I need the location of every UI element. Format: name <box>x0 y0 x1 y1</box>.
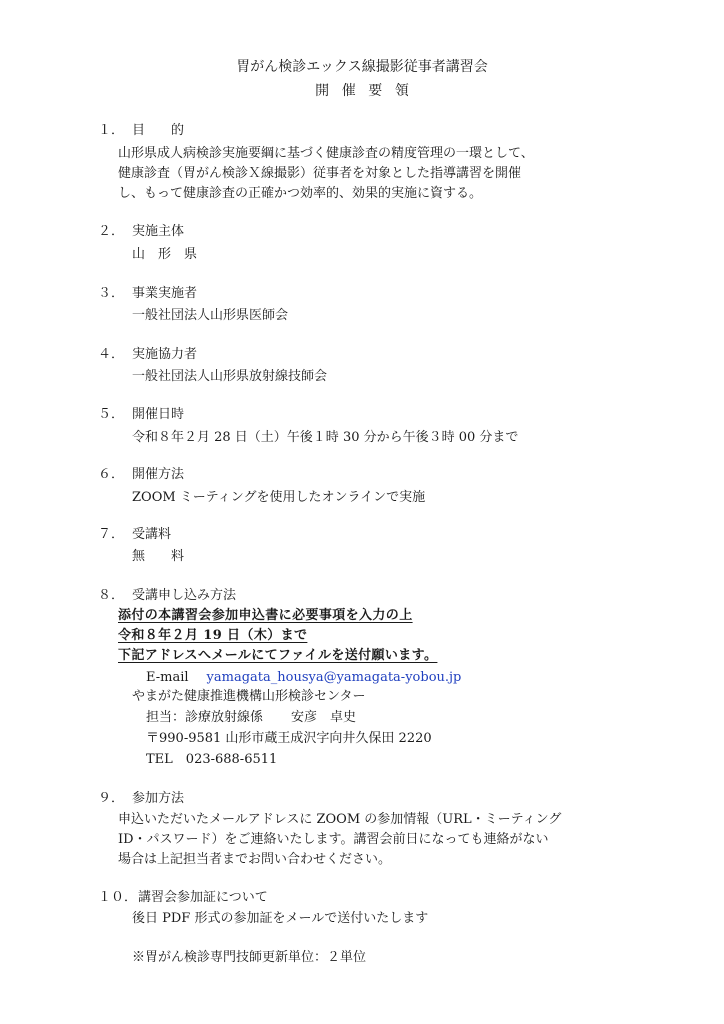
center-name: やまがた健康推進機構山形検診センター <box>132 689 366 704</box>
section-number: ８． <box>98 588 125 603</box>
fee-value: 無 料 <box>132 549 185 564</box>
section-certificate-heading <box>98 891 268 904</box>
email-row <box>146 671 461 684</box>
section-organizer-heading <box>98 225 184 238</box>
purpose-line: 健康診査（胃がん検診Ｘ線撮影）従事者を対象とした指導講習を開催 <box>118 166 522 181</box>
section-title: 実施協力者 <box>132 347 198 362</box>
section-title: 講習会参加証について <box>138 890 268 905</box>
section-title: 受講料 <box>132 527 172 542</box>
section-fee-heading <box>98 528 171 541</box>
email-label: E-mail <box>146 670 189 685</box>
email-address-link[interactable]: yamagata_housya@yamagata-yobou.jp <box>206 670 462 685</box>
section-number: １０． <box>98 890 138 905</box>
contact-name: 安彦 卓史 <box>291 710 357 725</box>
participation-line: 申込いただいたメールアドレスに ZOOM の参加情報（URL・ミーティング <box>118 812 562 827</box>
participation-line: 場合は上記担当者までお問い合わせください。 <box>118 852 392 867</box>
section-title: 目 的 <box>132 123 185 138</box>
section-purpose-heading <box>98 124 184 137</box>
application-send-instruction: 下記アドレスへメールにてファイルを送付願います。 <box>118 648 438 663</box>
section-application-heading <box>98 589 236 602</box>
footnote: ※胃がん検診専門技師更新単位：２単位 <box>132 950 367 965</box>
section-title: 参加方法 <box>132 791 185 806</box>
telephone: TEL 023-688-6511 <box>146 752 278 767</box>
section-number: ６． <box>98 467 125 482</box>
purpose-line: 山形県成人病検診実施要綱に基づく健康診査の精度管理の一環として、 <box>118 146 534 161</box>
section-number: ９． <box>98 791 125 806</box>
certificate-value: 後日 PDF 形式の参加証をメールで送付いたします <box>132 911 429 926</box>
section-cooperator-heading <box>98 348 197 361</box>
section-method-heading <box>98 468 184 481</box>
section-number: ２． <box>98 224 125 239</box>
datetime-value: 令和８年２月 28 日（土）午後１時 30 分から午後３時 00 分まで <box>132 430 519 445</box>
section-datetime-heading <box>98 408 184 421</box>
section-title: 開催日時 <box>132 407 185 422</box>
cooperator-value: 一般社団法人山形県放射線技師会 <box>132 369 328 384</box>
application-instruction: 添付の本講習会参加申込書に必要事項を入力の上 <box>118 608 413 623</box>
application-deadline: 令和８年２月 19 日（木）まで <box>118 628 308 643</box>
section-number: ５． <box>98 407 125 422</box>
section-number: ７． <box>98 527 125 542</box>
contact-label: 担当：診療放射線係 <box>146 710 264 725</box>
section-implementer-heading <box>98 287 197 300</box>
purpose-line: し、もって健康診査の正確かつ効率的、効果的実施に資する。 <box>118 186 483 201</box>
postal-address: 〒990-9581 山形市蔵王成沢字向井久保田 2220 <box>146 731 432 746</box>
document-title: 胃がん検診エックス線撮影従事者講習会 <box>236 59 488 75</box>
section-title: 実施主体 <box>132 224 185 239</box>
implementer-value: 一般社団法人山形県医師会 <box>132 308 289 323</box>
section-title: 開催方法 <box>132 467 185 482</box>
section-number: ４． <box>98 347 125 362</box>
organizer-value: 山 形 県 <box>132 247 198 262</box>
method-value: ZOOM ミーティングを使用したオンラインで実施 <box>132 490 426 505</box>
contact-row <box>146 711 356 724</box>
document-subtitle: 開催要領 <box>315 83 422 99</box>
section-title: 受講申し込み方法 <box>132 588 237 603</box>
section-title: 事業実施者 <box>132 286 198 301</box>
section-number: １． <box>98 123 125 138</box>
section-participation-heading <box>98 792 184 805</box>
participation-line: ID・パスワード）をご連絡いたします。講習会前日になっても連絡がない <box>118 832 549 847</box>
section-number: ３． <box>98 286 125 301</box>
